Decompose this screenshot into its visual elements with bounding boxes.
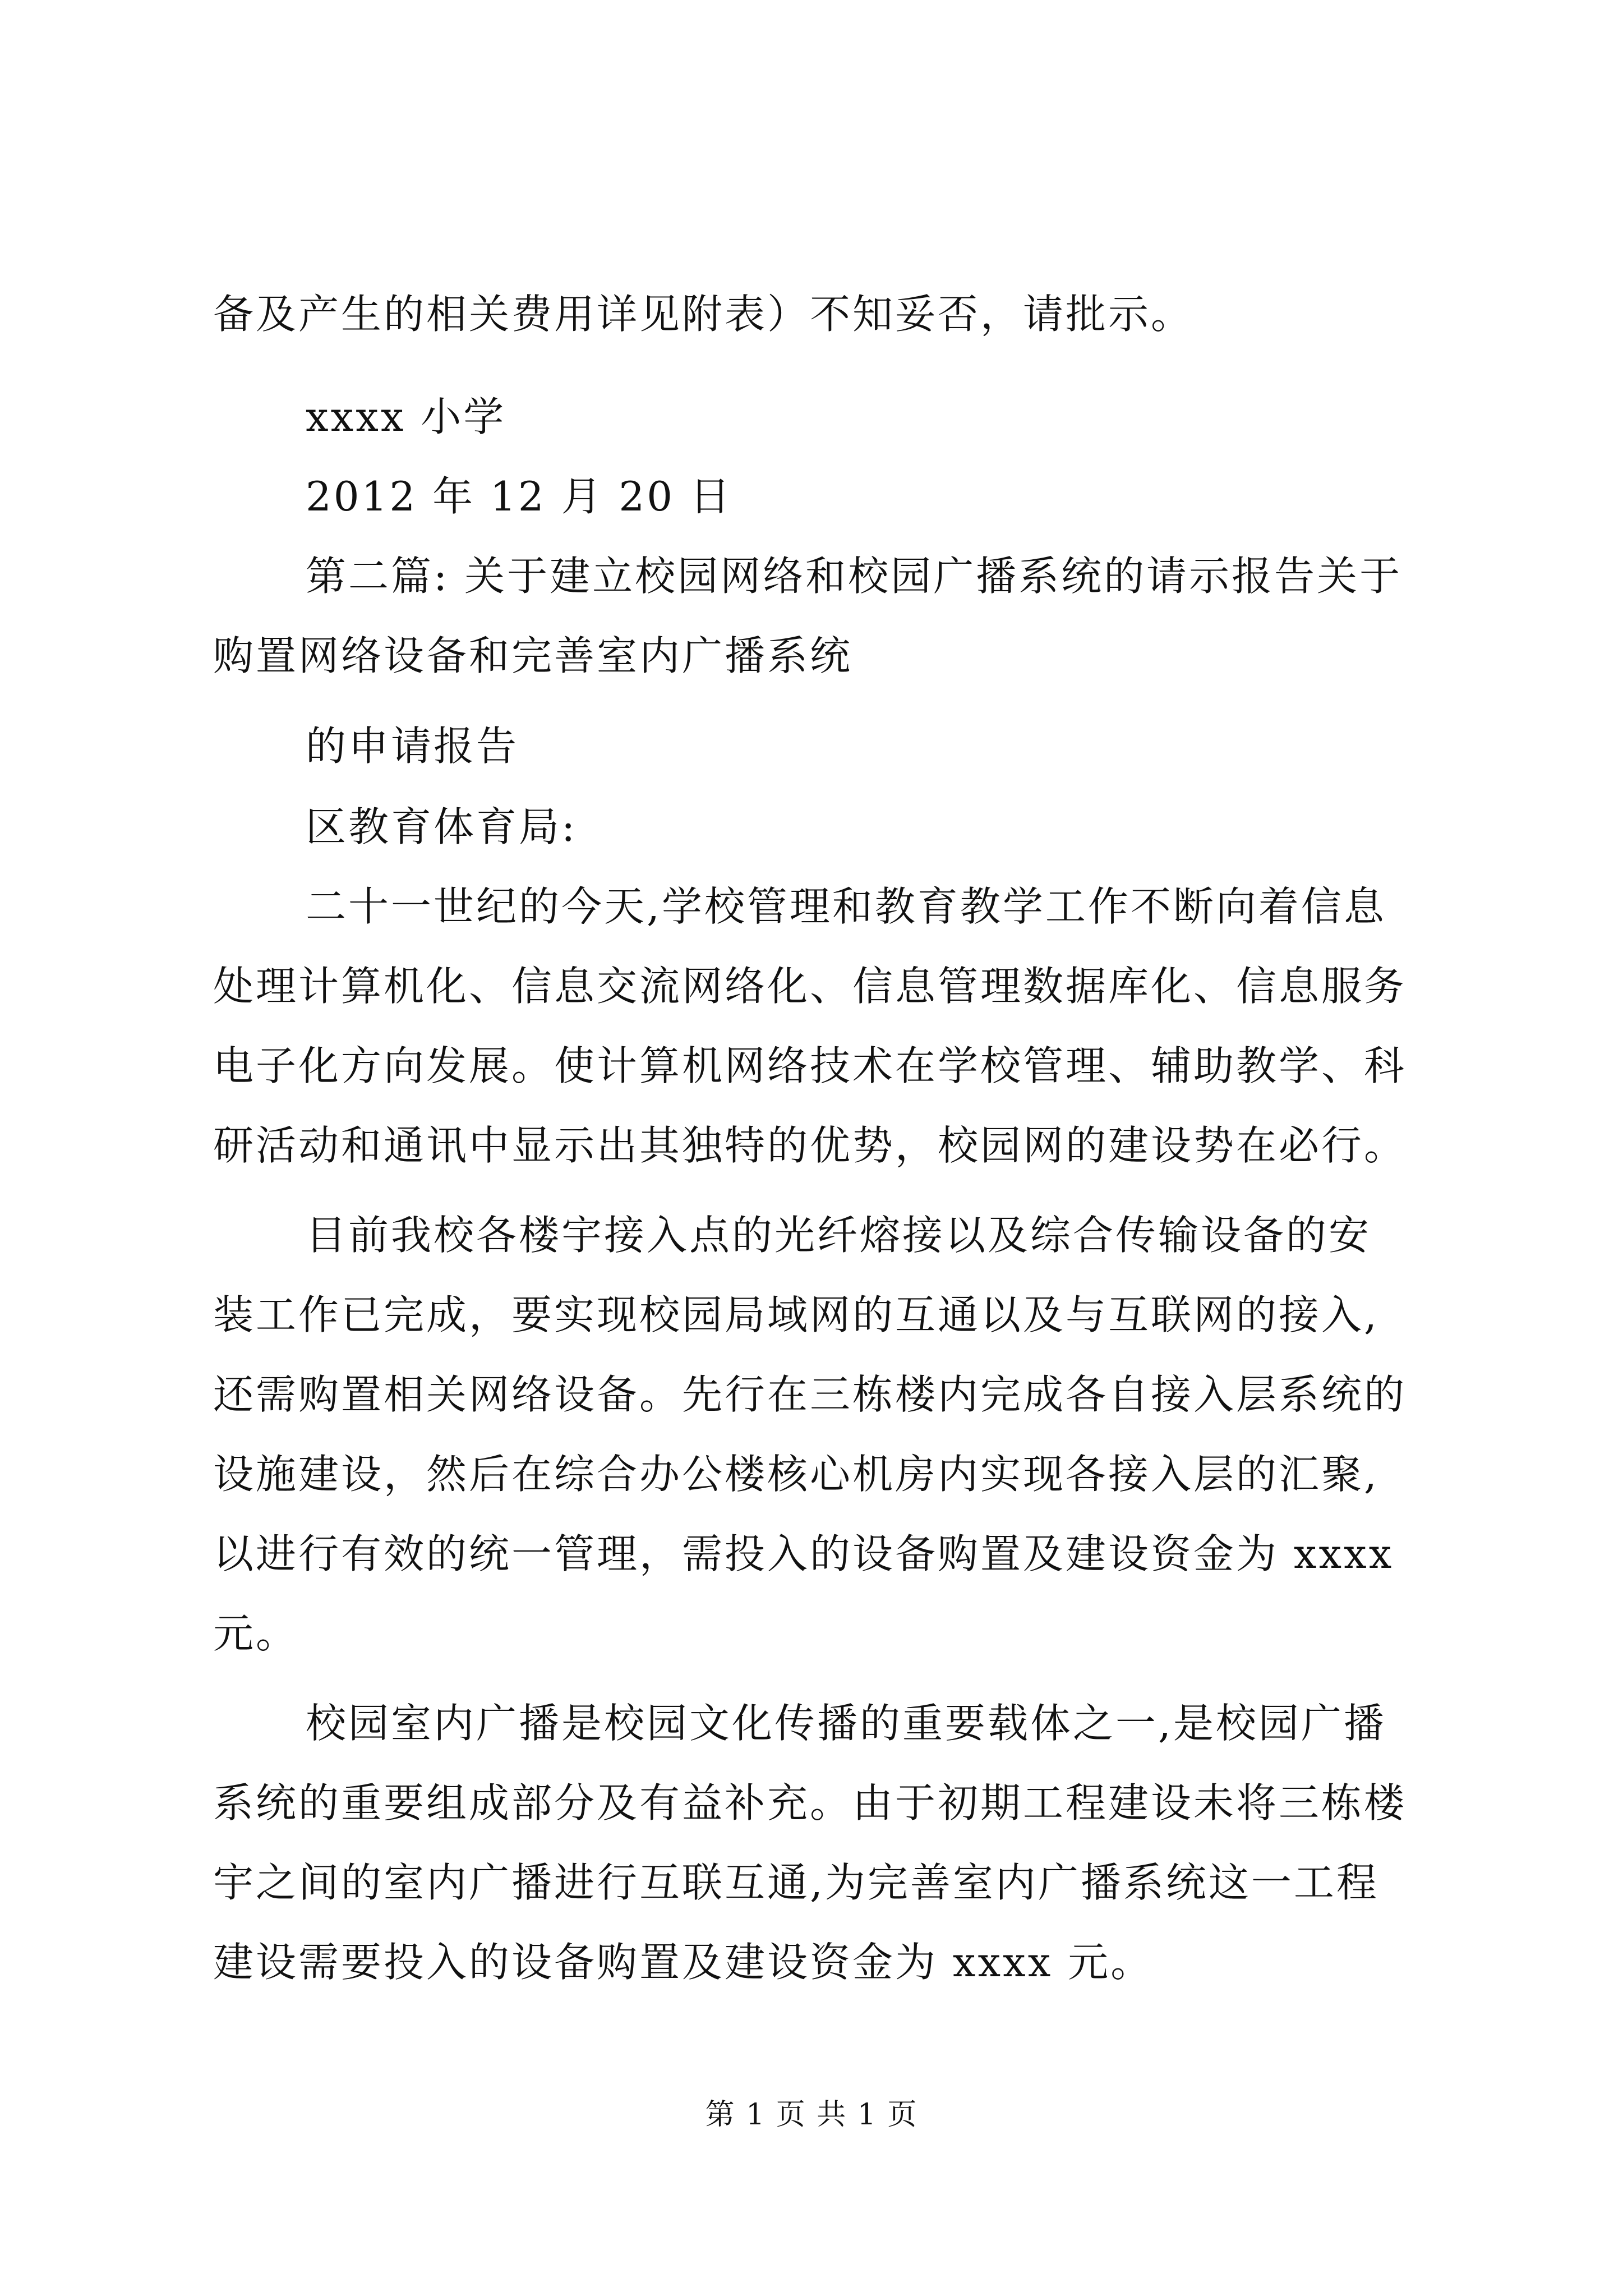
paragraph-1-line-4: 研活动和通讯中显示出其独特的优势，校园网的建设势在必行。 [213, 1122, 1407, 1169]
paragraph-2-line-2: 装工作已完成，要实现校园局域网的互通以及与互联网的接入, [213, 1291, 1379, 1338]
school-signature: xxxx 小学 [306, 393, 506, 440]
paragraph-3-line-2: 系统的重要组成部分及有益补充。由于初期工程建设未将三栋楼 [213, 1779, 1407, 1826]
paragraph-1-line-1: 二十一世纪的今天,学校管理和教育教学工作不断向着信息 [306, 883, 1386, 930]
paragraph-3-line-1: 校园室内广播是校园文化传播的重要载体之一,是校园广播 [306, 1700, 1386, 1747]
section-title-line-3: 的申请报告 [306, 723, 519, 770]
date-line: 2012 年 12 月 20 日 [306, 473, 732, 520]
section-title-line-1: 第二篇: 关于建立校园网络和校园广播系统的请示报告关于 [306, 553, 1403, 600]
paragraph-2-line-1: 目前我校各楼宇接入点的光纤熔接以及综合传输设备的安 [306, 1212, 1372, 1259]
paragraph-2-line-6: 元。 [213, 1610, 299, 1657]
paragraph-2-line-4: 设施建设，然后在综合办公楼核心机房内实现各接入层的汇聚, [213, 1451, 1379, 1498]
paragraph-3-line-3: 宇之间的室内广播进行互联互通,为完善室内广播系统这一工程 [213, 1859, 1379, 1906]
recipient-line: 区教育体育局: [306, 803, 578, 850]
section-title-line-2: 购置网络设备和完善室内广播系统 [213, 632, 853, 679]
paragraph-1-line-3: 电子化方向发展。使计算机网络技术在学校管理、辅助教学、科 [213, 1042, 1407, 1089]
paragraph-2-line-5: 以进行有效的统一管理，需投入的设备购置及建设资金为 xxxx [213, 1530, 1394, 1577]
paragraph-2-line-3: 还需购置相关网络设备。先行在三栋楼内完成各自接入层系统的 [213, 1371, 1407, 1418]
text-line-continuation: 备及产生的相关费用详见附表）不知妥否，请批示。 [213, 291, 1194, 338]
paragraph-3-line-4: 建设需要投入的设备购置及建设资金为 xxxx 元。 [213, 1939, 1154, 1986]
paragraph-1-line-2: 处理计算机化、信息交流网络化、信息管理数据库化、信息服务 [213, 963, 1407, 1010]
page-number-footer: 第 1 页 共 1 页 [705, 2098, 918, 2132]
